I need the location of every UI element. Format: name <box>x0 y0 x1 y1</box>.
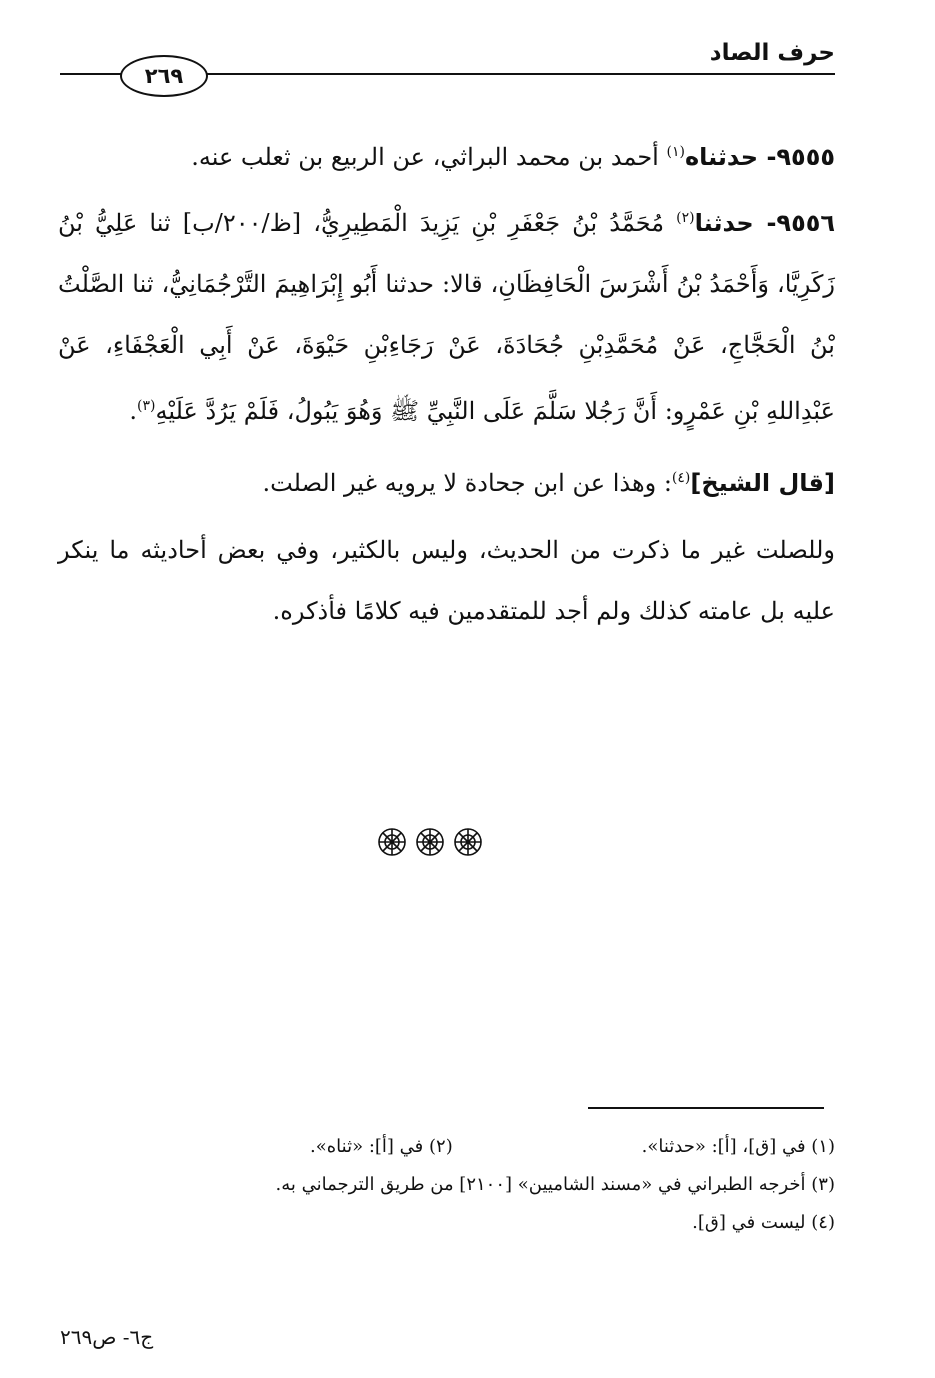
footnote-ref[interactable]: (١) <box>666 144 685 160</box>
chapter-title: حرف الصاد <box>709 40 835 66</box>
footnote-3: (٣) أخرجه الطبراني في «مسند الشاميين» [٢١٠٠] من طريق الترجماني به. <box>275 1174 835 1195</box>
comment-text: : وهذا عن ابن جحادة لا يرويه غير الصلت. <box>262 469 672 497</box>
footnote-1: (١) في [ق]، [أ]: «حدثنا». <box>641 1136 835 1157</box>
footnote-ref[interactable]: (٣) <box>137 398 156 414</box>
closing-text: وللصلت غير ما ذكرت من الحديث، وليس بالكثير، وفي بعض أحاديثه ما ينكر عليه بل عامته كذلك ولم أجد للمتقدمين فيه كلامًا فأذكره. <box>58 536 835 625</box>
rosette-icon <box>414 825 446 859</box>
footnote-ref[interactable]: (٢) <box>676 210 695 226</box>
hadith-number: ٩٥٥٥- حدثناه <box>684 143 835 171</box>
hadith-9556 <box>58 188 835 442</box>
hadith-9555 <box>58 122 835 188</box>
footnote-row <box>200 1128 835 1166</box>
footnote-rule <box>588 1107 824 1109</box>
hadith-number: ٩٥٥٦- حدثنا <box>694 209 836 237</box>
section-ornament <box>370 825 490 861</box>
sheikh-comment <box>58 448 835 514</box>
comment-lead: [قال الشيخ] <box>690 469 835 497</box>
page-reference: ج٦- ص٢٦٩ <box>60 1325 154 1349</box>
footnotes <box>200 1128 835 1242</box>
rosette-icon <box>452 825 484 859</box>
footnote-ref[interactable]: (٤) <box>671 470 691 486</box>
hadith-text: مُحَمَّدُ بْنُ جَعْفَرِ بْنِ يَزِيدَ الْمَطِيرِيُّ، [ظ/٢٠٠/ب] ثنا عَلِيُّ بْنُ زَكَرِيَّا، وَأَحْمَدُ بْنُ أَشْرَسَ الْحَافِظَانِ، قالا: حدثنا أَبُو إِبْرَاهِيمَ التَّرْجُمَانِيُّ، ثنا الصَّلْتُ بْنُ الْحَجَّاجِ، عَنْ مُحَمَّدِبْنِ جُحَادَةَ، عَنْ رَجَاءِبْنِ حَيْوَةَ، عَنْ أَبِي الْعَجْفَاءِ، عَنْ عَبْدِاللهِ بْنِ عَمْرٍو: أَنَّ رَجُلا سَلَّمَ عَلَى النَّبِيِّ ﷺ وَهُوَ يَبُولُ، فَلَمْ يَرُدَّ عَلَيْهِ <box>58 209 835 425</box>
footnote-4: (٤) ليست في [ق]. <box>692 1212 835 1233</box>
main-text <box>58 122 835 642</box>
sentence-end: . <box>129 397 138 425</box>
rosette-icon <box>376 825 408 859</box>
hadith-text: أحمد بن محمد البراثي، عن الربيع بن ثعلب عنه. <box>191 143 667 171</box>
closing-paragraph <box>58 520 835 642</box>
page-number-badge: ٢٦٩ <box>120 55 208 97</box>
footnote-2: (٢) في [أ]: «ثناه». <box>310 1136 453 1157</box>
